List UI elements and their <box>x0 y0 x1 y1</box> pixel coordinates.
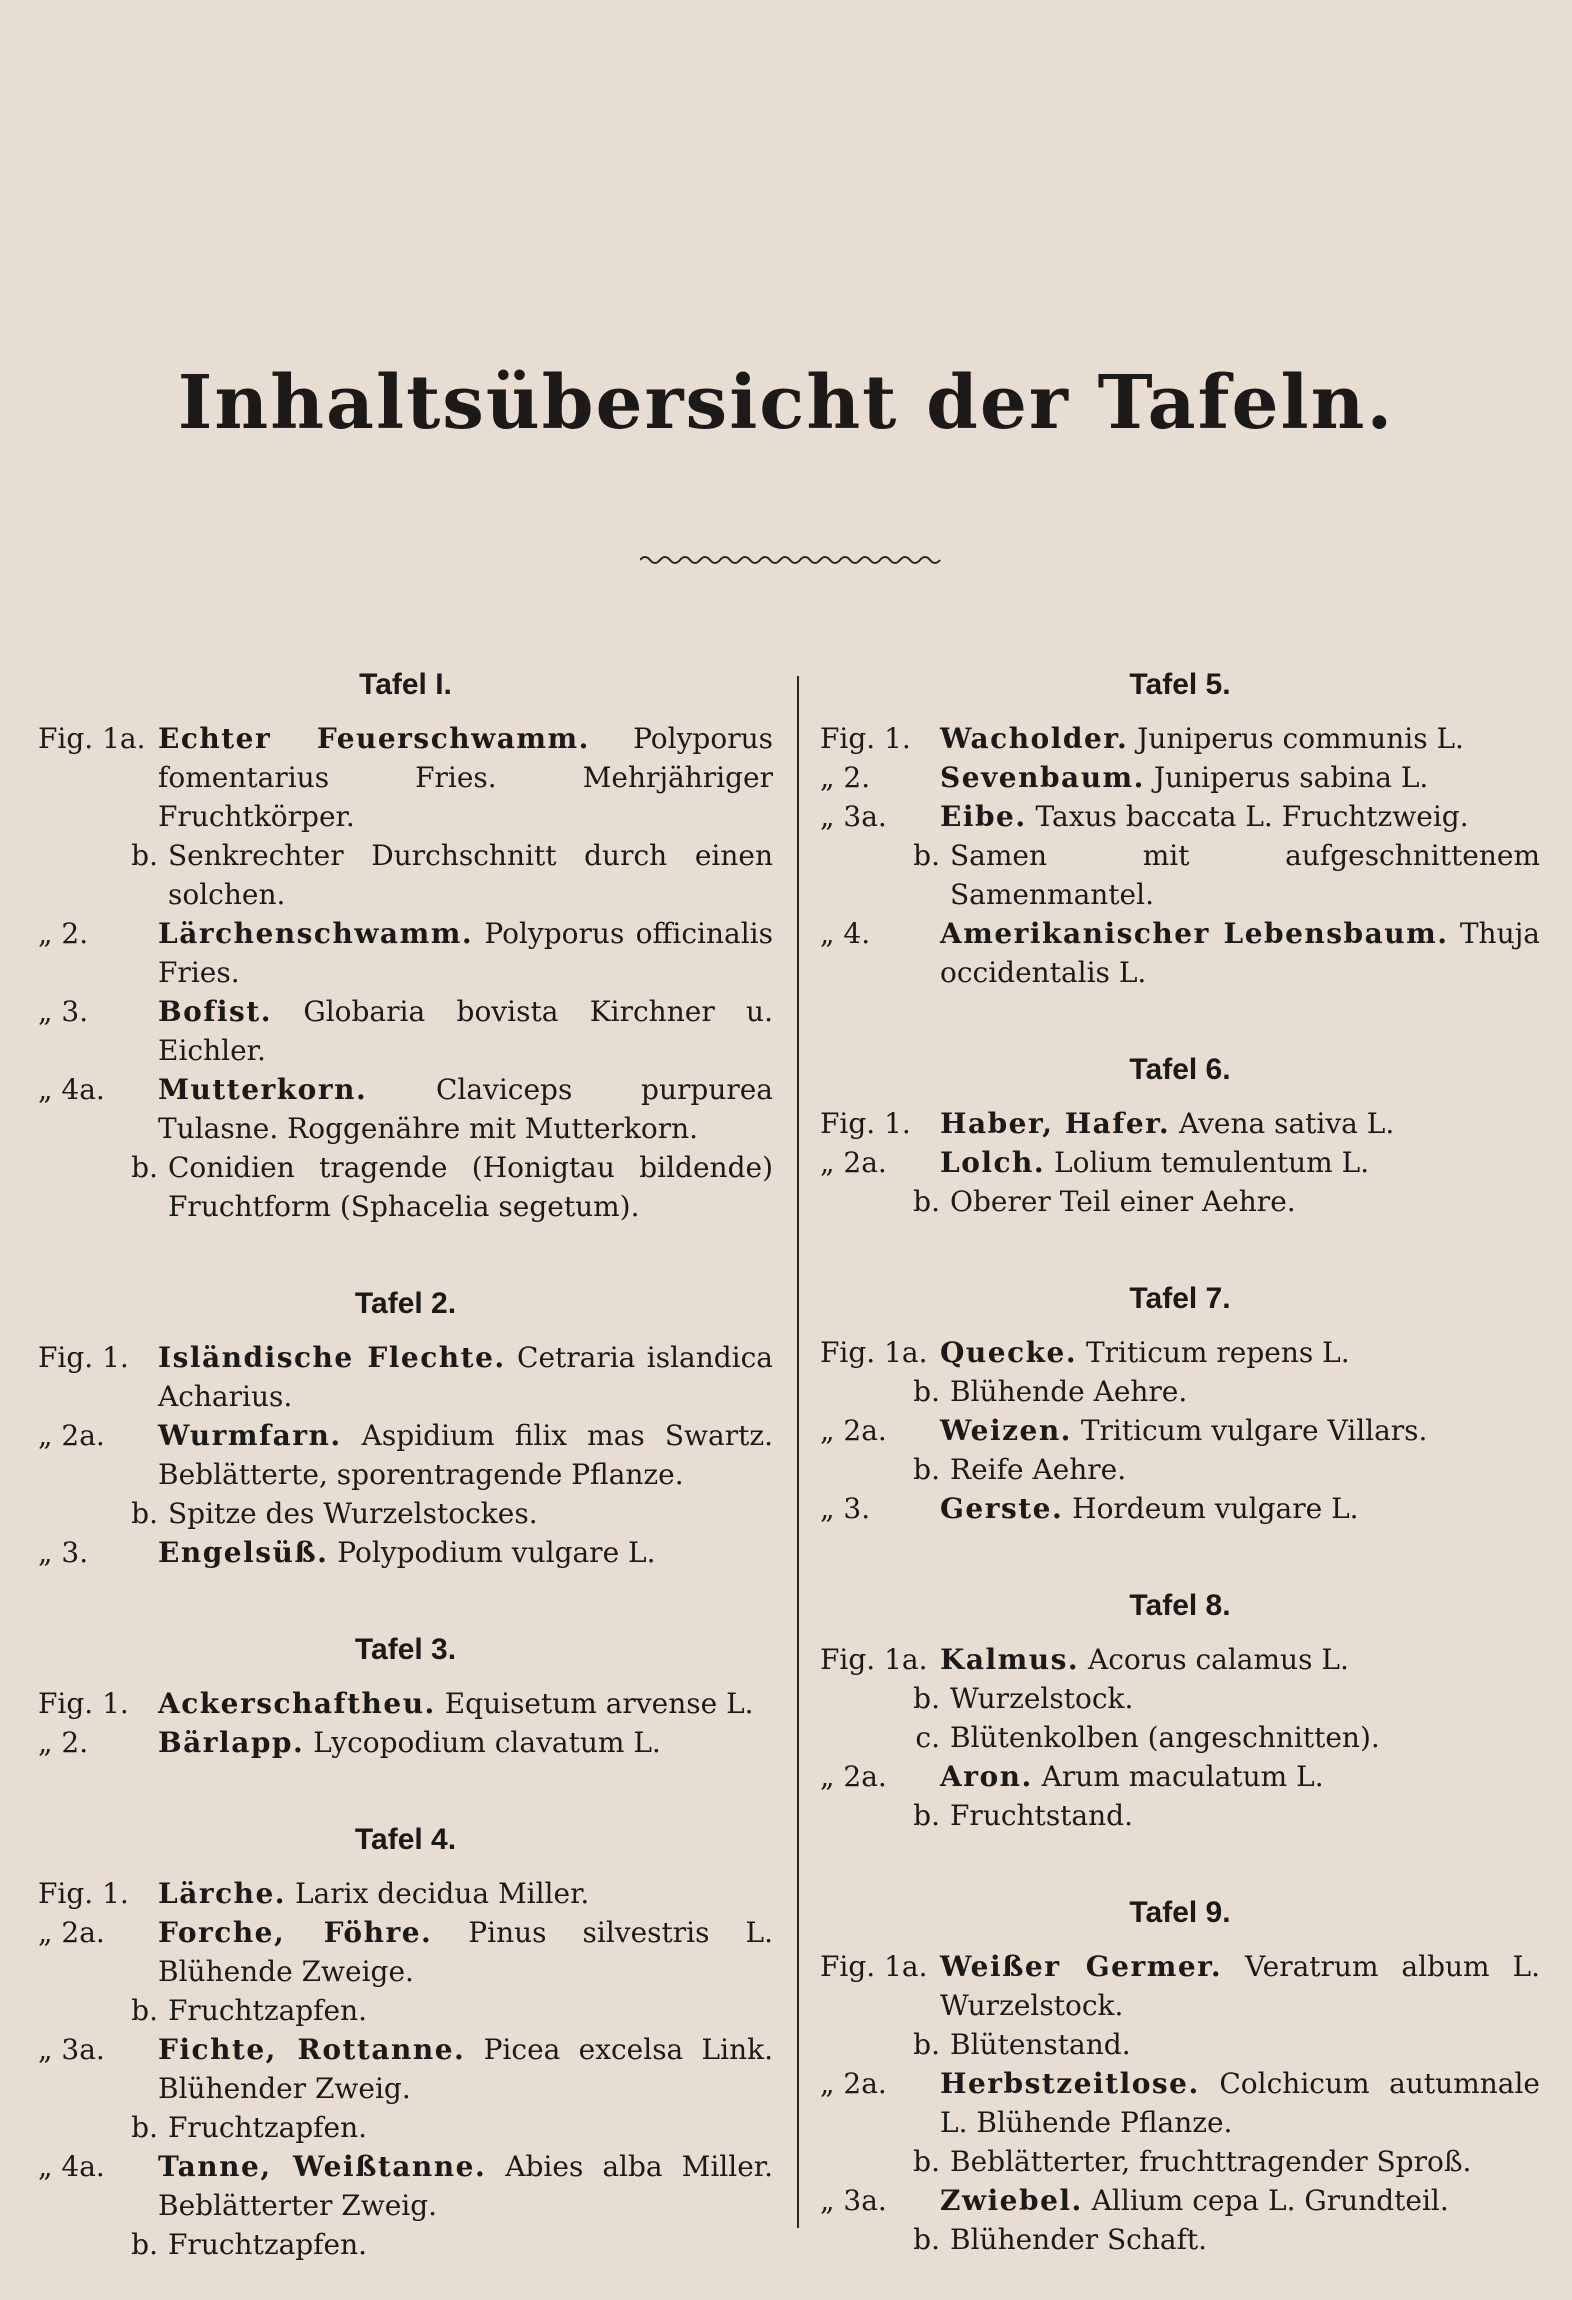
figure-number: „ 2a. <box>38 1916 105 1949</box>
common-name: Sevenbaum. <box>940 761 1145 794</box>
figure-entry <box>38 1723 773 1762</box>
figure-number: Fig. 1. <box>38 1877 129 1910</box>
figure-entry <box>38 1416 773 1494</box>
figure-number: „ 3a. <box>820 2184 887 2217</box>
tafel-heading: Tafel 5. <box>1129 668 1231 701</box>
figure-number: b. <box>913 839 940 872</box>
tafel-heading: Tafel 8. <box>1129 1589 1231 1622</box>
scientific-name: Picea excelsa Link. Blühender Zweig. <box>158 2033 773 2105</box>
figure-number: „ 3. <box>38 995 89 1028</box>
figure-description <box>158 1684 773 1723</box>
figure-entry <box>820 2142 1540 2181</box>
tafel-heading: Tafel 9. <box>1129 1896 1231 1929</box>
figure-entry <box>820 1450 1540 1489</box>
scientific-name: Blütenstand. <box>950 2028 1131 2061</box>
figure-description <box>158 1913 773 1991</box>
figure-entry <box>820 1757 1540 1796</box>
tafel-heading: Tafel 4. <box>354 1823 457 1856</box>
figure-entry <box>820 1372 1540 1411</box>
common-name: Lärchenschwamm. <box>158 917 474 950</box>
figure-description <box>950 2142 1540 2181</box>
figure-description <box>168 2225 773 2264</box>
figure-number: b. <box>131 839 158 872</box>
common-name: Forche, Föhre. <box>158 1916 433 1949</box>
common-name: Herbstzeitlose. <box>940 2067 1200 2100</box>
figure-description <box>940 1333 1540 1372</box>
figure-number: b. <box>913 1185 940 1218</box>
scientific-name: Globaria bovista Kirchner u. Eichler. <box>158 995 773 1067</box>
figure-number: b. <box>913 2028 940 2061</box>
scientific-name: Colchicum autumnale L. Blühende Pflanze. <box>940 2067 1540 2139</box>
figure-description <box>940 1640 1540 1679</box>
scientific-name: Samen mit aufgeschnittenem Samenmantel. <box>950 839 1540 911</box>
figure-description <box>950 1450 1540 1489</box>
figure-entry <box>820 1640 1540 1679</box>
scientific-name: Fruchtzapfen. <box>168 2111 368 2144</box>
figure-entry <box>820 2064 1540 2142</box>
scientific-name: Avena sativa L. <box>1170 1107 1395 1140</box>
figure-number: „ 2a. <box>38 1419 105 1452</box>
common-name: Bofist. <box>158 995 272 1028</box>
figure-description <box>168 1494 773 1533</box>
scientific-name: Allium cepa L. Grundteil. <box>1082 2184 1449 2217</box>
figure-description <box>940 758 1540 797</box>
figure-number: Fig. 1. <box>820 722 911 755</box>
figure-number: b. <box>131 1994 158 2027</box>
figure-entry <box>38 1338 773 1416</box>
wavy-ornament-divider <box>640 552 945 568</box>
figure-entry <box>38 2147 773 2225</box>
scientific-name: Cetraria islandica Acharius. <box>158 1341 774 1413</box>
figure-description <box>940 2064 1540 2142</box>
scientific-name: Hordeum vulgare L. <box>1063 1492 1359 1525</box>
figure-number: Fig. 1a. <box>820 1336 928 1369</box>
figure-description <box>950 1679 1540 1718</box>
figure-description <box>158 914 773 992</box>
tafel-heading: Tafel 7. <box>1129 1282 1231 1315</box>
figure-description <box>168 836 773 914</box>
common-name: Tanne, Weißtanne. <box>158 2150 487 2183</box>
common-name: Amerikanischer Lebensbaum. <box>940 917 1449 950</box>
figure-description <box>940 2181 1540 2220</box>
right-column <box>820 665 1540 2259</box>
figure-entry <box>38 992 773 1070</box>
scientific-name: Polyporus fomentarius Fries. Mehrjähriger Fruchtkörper. <box>158 722 773 833</box>
figure-entry <box>38 2108 773 2147</box>
figure-entry <box>820 2220 1540 2259</box>
figure-entry <box>820 2181 1540 2220</box>
figure-number: „ 3a. <box>820 800 887 833</box>
figure-description <box>158 992 773 1070</box>
scientific-name: Fruchtstand. <box>950 1799 1133 1832</box>
common-name: Mutterkorn. <box>158 1073 368 1106</box>
figure-entry <box>820 719 1540 758</box>
figure-number: „ 2a. <box>820 2067 887 2100</box>
figure-number: Fig. 1. <box>38 1687 129 1720</box>
figure-description <box>168 1148 773 1226</box>
figure-description <box>950 1718 1540 1757</box>
figure-entry <box>820 914 1540 992</box>
figure-entry <box>820 1947 1540 2025</box>
common-name: Lärche. <box>158 1877 287 1910</box>
common-name: Wacholder. <box>940 722 1129 755</box>
figure-number: b. <box>913 1453 940 1486</box>
figure-number: Fig. 1. <box>38 1341 129 1374</box>
figure-number: b. <box>913 1682 940 1715</box>
common-name: Eibe. <box>940 800 1027 833</box>
figure-number: b. <box>131 2228 158 2261</box>
common-name: Kalmus. <box>940 1643 1080 1676</box>
figure-description <box>940 914 1540 992</box>
figure-description <box>158 1338 773 1416</box>
figure-description <box>940 719 1540 758</box>
figure-number: b. <box>913 2145 940 2178</box>
figure-entry <box>38 719 773 836</box>
figure-entry <box>820 836 1540 914</box>
scientific-name: Senkrechter Durchschnitt durch einen solchen. <box>168 839 773 911</box>
scientific-name: Reife Aehre. <box>950 1453 1127 1486</box>
tafel-heading: Tafel 2. <box>354 1287 457 1320</box>
figure-description <box>940 1411 1540 1450</box>
figure-number: „ 2a. <box>820 1414 887 1447</box>
figure-number: „ 2. <box>38 1726 89 1759</box>
figure-description <box>950 836 1540 914</box>
figure-number: b. <box>131 2111 158 2144</box>
figure-entry <box>820 1143 1540 1182</box>
figure-number: Fig. 1. <box>820 1107 911 1140</box>
common-name: Gerste. <box>940 1492 1064 1525</box>
scientific-name: Beblätterter, fruchttragender Sproß. <box>950 2145 1472 2178</box>
figure-description <box>158 1533 773 1572</box>
scientific-name: Oberer Teil einer Aehre. <box>950 1185 1296 1218</box>
scientific-name: Triticum repens L. <box>1077 1336 1350 1369</box>
figure-entry <box>38 1070 773 1148</box>
figure-entry <box>820 1718 1540 1757</box>
scientific-name: Lolium temulentum L. <box>1045 1146 1370 1179</box>
figure-entry <box>38 836 773 914</box>
figure-entry <box>38 1148 773 1226</box>
figure-number: „ 4a. <box>38 2150 105 2183</box>
common-name: Quecke. <box>940 1336 1078 1369</box>
figure-description <box>940 797 1540 836</box>
common-name: Echter Feuerschwamm. <box>158 722 590 755</box>
figure-description <box>158 1070 773 1148</box>
figure-description <box>950 1182 1540 1221</box>
figure-description <box>950 2025 1540 2064</box>
scientific-name: Acorus calamus L. <box>1079 1643 1349 1676</box>
common-name: Engelsüß. <box>158 1536 329 1569</box>
scientific-name: Blütenkolben (angeschnitten). <box>950 1721 1380 1754</box>
figure-entry <box>38 2225 773 2264</box>
figure-entry <box>820 1796 1540 1835</box>
figure-description <box>158 719 773 836</box>
figure-description <box>168 1991 773 2030</box>
common-name: Lolch. <box>940 1146 1046 1179</box>
figure-description <box>940 1489 1540 1528</box>
common-name: Haber, Hafer. <box>940 1107 1171 1140</box>
scientific-name: Juniperus sabina L. <box>1144 761 1429 794</box>
figure-number: b. <box>131 1497 158 1530</box>
figure-number: Fig. 1a. <box>820 1643 928 1676</box>
figure-entry <box>38 2030 773 2108</box>
page-title: Inhaltsübersicht der Tafeln. <box>177 360 1395 446</box>
scientific-name: Fruchtzapfen. <box>168 1994 368 2027</box>
figure-entry <box>820 1411 1540 1450</box>
figure-entry <box>38 914 773 992</box>
scientific-name: Juniperus communis L. <box>1128 722 1464 755</box>
figure-description <box>950 1796 1540 1835</box>
figure-number: b. <box>131 1151 158 1184</box>
figure-number: „ 3a. <box>38 2033 105 2066</box>
scientific-name: Larix decidua Miller. <box>286 1877 590 1910</box>
figure-description <box>158 2030 773 2108</box>
figure-description <box>940 1757 1540 1796</box>
figure-entry <box>38 1684 773 1723</box>
figure-number: „ 2a. <box>820 1760 887 1793</box>
scientific-name: Taxus baccata L. Fruchtzweig. <box>1026 800 1469 833</box>
figure-number: Fig. 1a. <box>820 1950 928 1983</box>
figure-number: b. <box>913 2223 940 2256</box>
scientific-name: Pinus silvestris L. Blühende Zweige. <box>158 1916 773 1988</box>
figure-description <box>158 2147 773 2225</box>
figure-entry <box>820 1104 1540 1143</box>
figure-entry <box>820 1489 1540 1528</box>
common-name: Weizen. <box>940 1414 1072 1447</box>
scientific-name: Claviceps purpurea Tulasne. Roggenähre mit Mutterkorn. <box>158 1073 773 1145</box>
column-divider <box>797 676 799 2228</box>
scientific-name: Veratrum album L. Wurzelstock. <box>940 1950 1540 2022</box>
figure-description <box>158 1723 773 1762</box>
scientific-name: Thuja occidentalis L. <box>940 917 1540 989</box>
figure-description <box>950 2220 1540 2259</box>
figure-entry <box>820 1333 1540 1372</box>
scientific-name: Triticum vulgare Villars. <box>1071 1414 1428 1447</box>
scientific-name: Lycopodium clavatum L. <box>304 1726 661 1759</box>
scientific-name: Conidien tragende (Honigtau bildende) Fruchtform (Sphacelia segetum). <box>168 1151 773 1223</box>
common-name: Ackerschaftheu. <box>158 1687 436 1720</box>
figure-number: b. <box>913 1799 940 1832</box>
common-name: Bärlapp. <box>158 1726 305 1759</box>
scientific-name: Polyporus officinalis Fries. <box>158 917 773 989</box>
figure-entry <box>38 1494 773 1533</box>
left-column <box>38 665 773 2264</box>
common-name: Zwiebel. <box>940 2184 1083 2217</box>
figure-number: „ 2. <box>820 761 871 794</box>
tafel-heading: Tafel 6. <box>1129 1053 1231 1086</box>
figure-entry <box>38 1991 773 2030</box>
figure-description <box>168 2108 773 2147</box>
figure-number: „ 4a. <box>38 1073 105 1106</box>
figure-number: c. <box>915 1721 940 1754</box>
figure-description <box>158 1416 773 1494</box>
common-name: Aron. <box>940 1760 1033 1793</box>
scientific-name: Arum maculatum L. <box>1032 1760 1324 1793</box>
figure-number: „ 3. <box>38 1536 89 1569</box>
common-name: Isländische Flechte. <box>158 1341 506 1374</box>
scientific-name: Blühender Schaft. <box>950 2223 1208 2256</box>
scientific-name: Equisetum arvense L. <box>435 1687 754 1720</box>
figure-entry <box>820 1182 1540 1221</box>
common-name: Weißer Germer. <box>940 1950 1223 1983</box>
figure-description <box>950 1372 1540 1411</box>
figure-entry <box>820 758 1540 797</box>
figure-description <box>940 1143 1540 1182</box>
scientific-name: Fruchtzapfen. <box>168 2228 368 2261</box>
scientific-name: Abies alba Miller. Beblätterter Zweig. <box>158 2150 773 2222</box>
common-name: Wurmfarn. <box>158 1419 342 1452</box>
figure-number: b. <box>913 1375 940 1408</box>
figure-number: „ 2a. <box>820 1146 887 1179</box>
figure-number: „ 2. <box>38 917 89 950</box>
figure-description <box>158 1874 773 1913</box>
scientific-name: Aspidium filix mas Swartz. Beblätterte, sporentragende Pflanze. <box>158 1419 773 1491</box>
tafel-heading: Tafel I. <box>359 668 452 701</box>
scientific-name: Spitze des Wurzelstockes. <box>168 1497 538 1530</box>
figure-entry <box>38 1533 773 1572</box>
figure-number: „ 4. <box>820 917 871 950</box>
scientific-name: Polypodium vulgare L. <box>328 1536 656 1569</box>
scientific-name: Blühende Aehre. <box>950 1375 1188 1408</box>
figure-entry <box>38 1874 773 1913</box>
tafel-heading: Tafel 3. <box>354 1633 457 1666</box>
figure-description <box>940 1947 1540 2025</box>
figure-number: Fig. 1a. <box>38 722 146 755</box>
figure-entry <box>820 1679 1540 1718</box>
figure-description <box>940 1104 1540 1143</box>
common-name: Fichte, Rottanne. <box>158 2033 466 2066</box>
figure-entry <box>38 1913 773 1991</box>
scientific-name: Wurzelstock. <box>950 1682 1134 1715</box>
figure-number: „ 3. <box>820 1492 871 1525</box>
figure-entry <box>820 797 1540 836</box>
figure-entry <box>820 2025 1540 2064</box>
